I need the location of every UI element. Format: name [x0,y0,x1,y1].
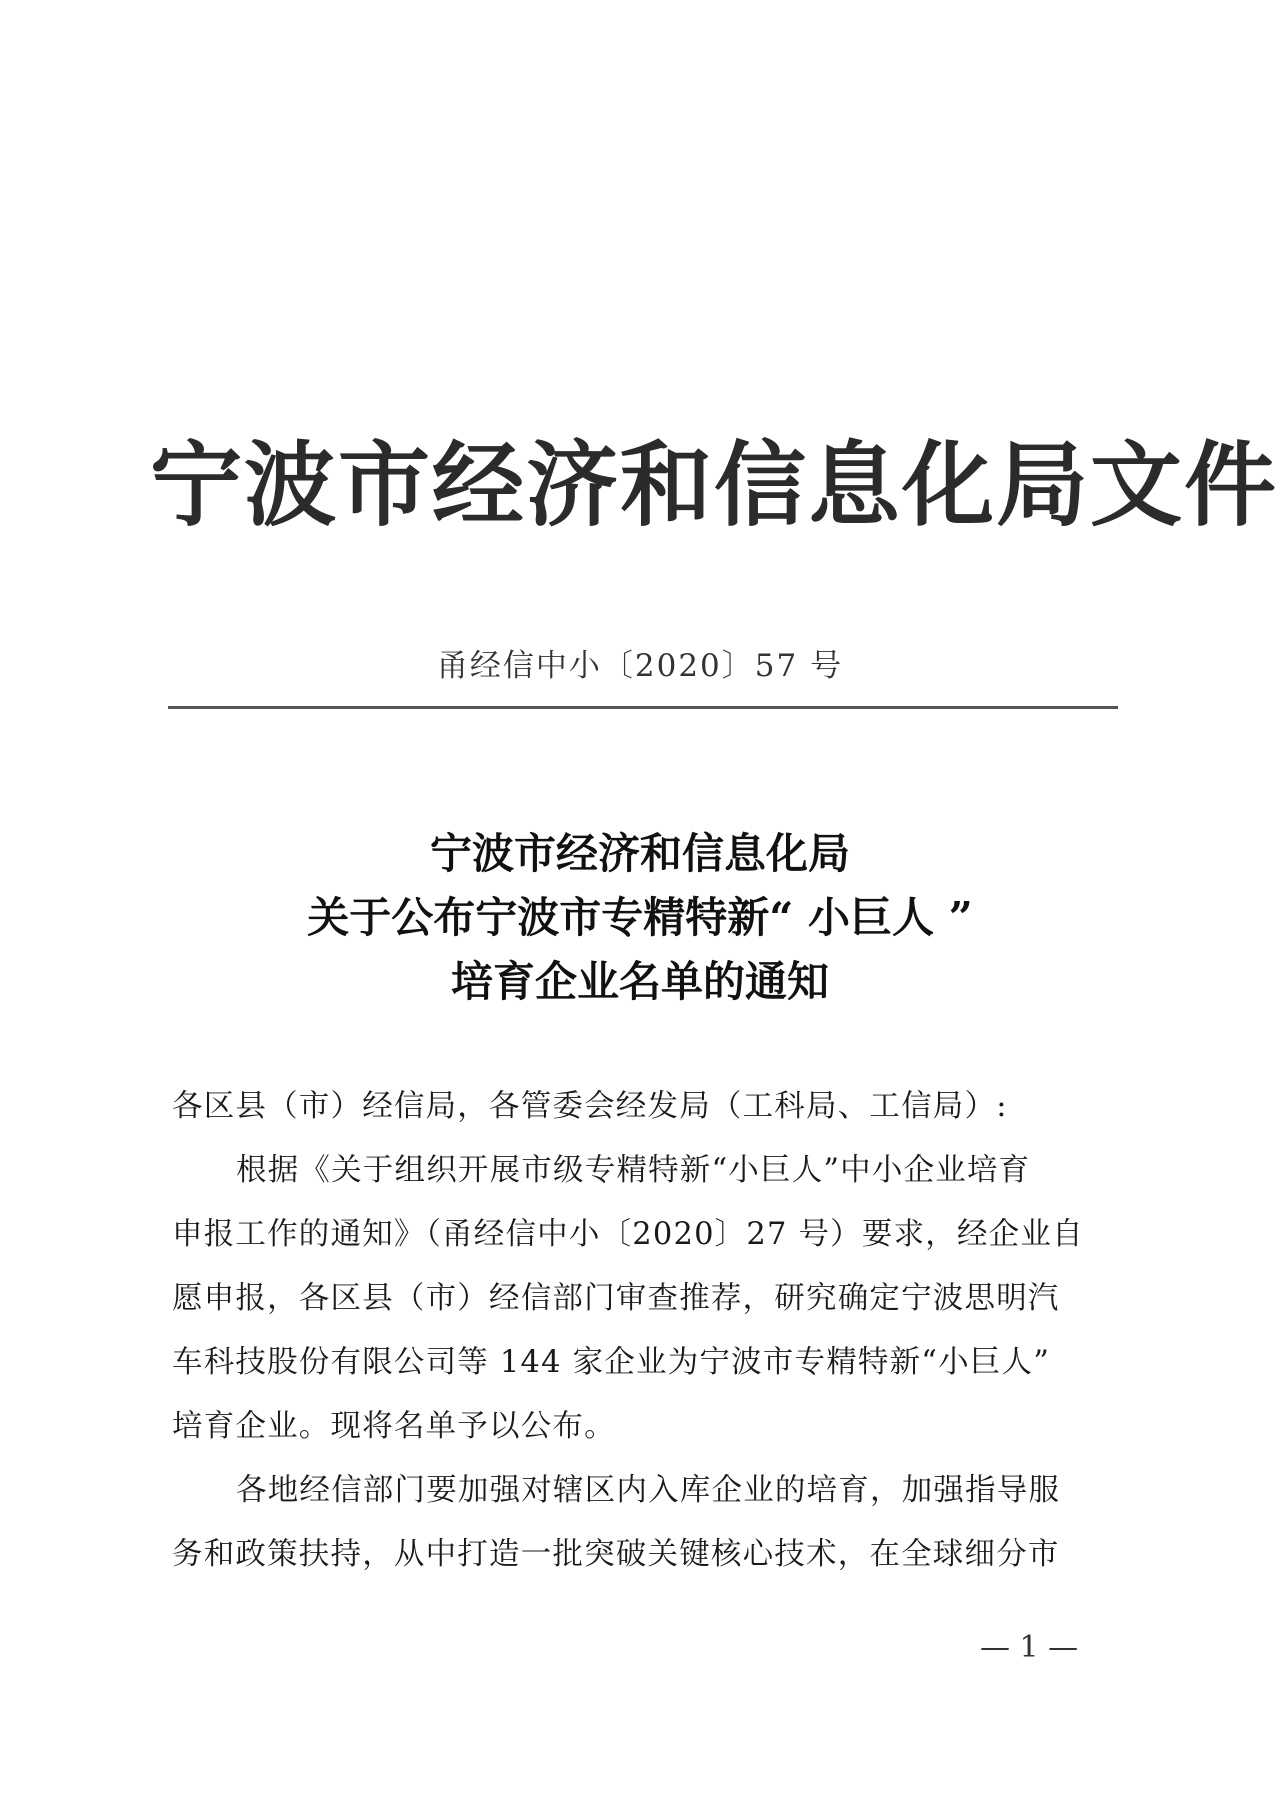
paragraph-line: 申报工作的通知》（甬经信中小〔2020〕27 号）要求，经企业自 [172,1217,1084,1252]
notice-title-line: 宁波市经济和信息化局 [429,829,850,878]
paragraph-line: 各地经信部门要加强对辖区内入库企业的培育，加强指导服 [236,1473,1061,1508]
page-number: — 1 — [980,1630,1079,1665]
issuer-header: 宁波市经济和信息化局文件 [150,431,1279,539]
paragraph-line: 务和政策扶持，从中打造一批突破关键核心技术，在全球细分市 [172,1537,1060,1572]
notice-title-line: 培育企业名单的通知 [450,957,829,1006]
notice-title-line: 关于公布宁波市专精特新“ 小巨人 ” [307,893,973,942]
paragraph-line: 愿申报，各区县（市）经信部门审查推荐，研究确定宁波思明汽 [172,1281,1060,1316]
paragraph-line: 根据《关于组织开展市级专精特新“小巨人”中小企业培育 [236,1153,1031,1188]
header-divider [168,706,1118,709]
notice-title [150,822,1130,1014]
body-text [172,1075,1122,1587]
paragraph-line: 车科技股份有限公司等 144 家企业为宁波市专精特新“小巨人” [172,1345,1050,1380]
paragraph-line: 培育企业。现将名单予以公布。 [172,1409,616,1444]
salutation: 各区县（市）经信局，各管委会经发局（工科局、工信局）: [172,1089,1008,1124]
document-number: 甬经信中小〔2020〕57 号 [436,648,844,684]
